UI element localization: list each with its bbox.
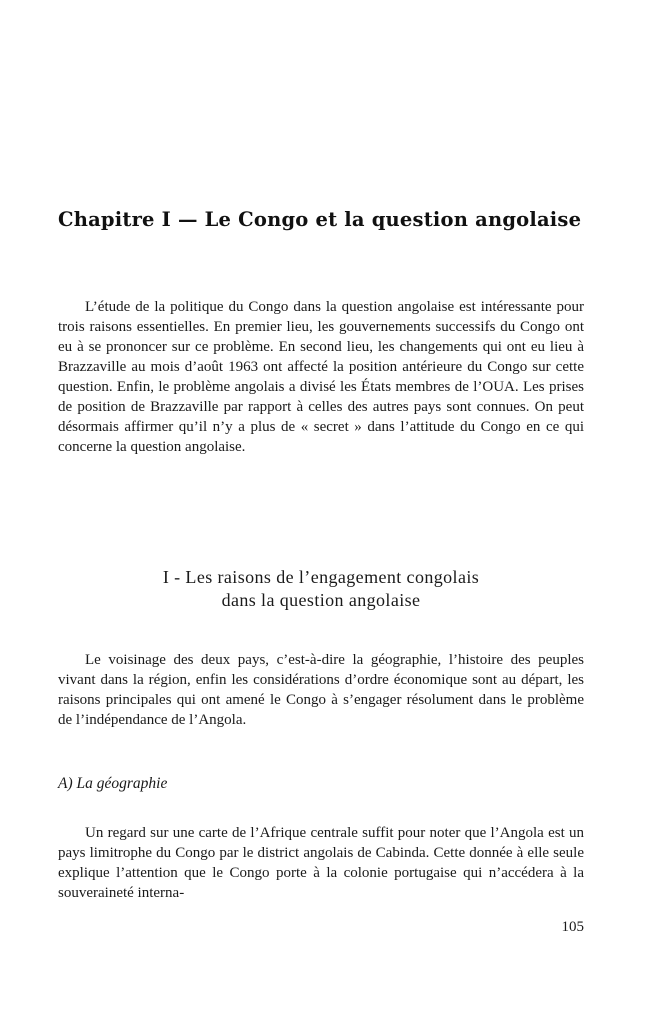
- subsection-title: A) La géographie: [58, 775, 168, 792]
- section-title-line-1: I - Les raisons de l’engagement congolais: [162, 567, 480, 587]
- section-paragraph: Le voisinage des deux pays, c’est-à-dire la géographie, l’histoire des peuples vivant dans la région, enfin les considérations d’ordre économique sont au départ, les raisons principales qui ont amené le Congo à s’engager résolument dans le problème de l’indépendance de l’Angola.: [58, 652, 584, 728]
- section-title-line-2: dans la question angolaise: [221, 590, 421, 610]
- subsection-paragraph: Un regard sur une carte de l’Afrique centrale suffit pour noter que l’Angola est un pays limitrophe du Congo par le district angolais de Cabinda. Cette donnée à elle seule explique l’attention que le Congo porte à la colonie portugaise qui n’accédera à la souveraineté interna-: [58, 825, 584, 901]
- chapter-title: Chapitre I — Le Congo et la question angolaise: [58, 208, 582, 231]
- section-title: [58, 566, 584, 612]
- page-number: 105: [561, 919, 584, 935]
- intro-paragraph: L’étude de la politique du Congo dans la question angolaise est intéressante pour trois raisons essentielles. En premier lieu, les gouvernements successifs du Congo ont eu à se prononcer sur ce problème. En second lieu, les changements qui ont eu lieu à Brazzaville au mois d’août 1963 ont affecté la position antérieure du Congo sur cette question. Enfin, le problème angolais a divisé les États membres de l’OUA. Les prises de position de Brazzaville par rapport à celles des autres pays sont connues. On peut désormais affirmer qu’il n’y a plus de « secret » dans l’attitude du Congo en ce qui concerne la question angolaise.: [58, 299, 584, 455]
